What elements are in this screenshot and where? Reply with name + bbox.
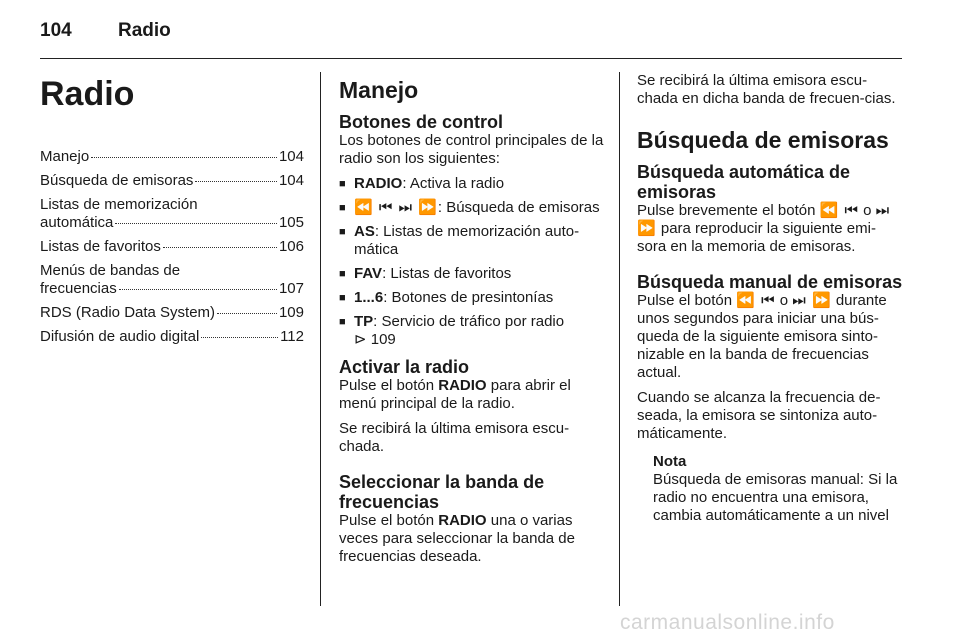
heading-busqueda-manual: Búsqueda manual de emisoras	[637, 272, 903, 292]
paragraph: Pulse el botón ⏪ ⏮ o ⏭ ⏩ durante unos segundos para iniciar una bús-queda de la siguiente emisora sinto-nizable en la banda de frecuencias actual.	[637, 292, 887, 381]
control-buttons-list	[339, 175, 604, 349]
heading-seleccionar-banda: Seleccionar la banda de frecuencias	[339, 472, 545, 512]
paragraph: Pulse brevemente el botón ⏪ ⏮ o ⏭ ⏩ para reproducir la siguiente emi-sora en la memoria de emisoras.	[637, 202, 891, 255]
toc-entry[interactable]	[40, 328, 304, 346]
section-title-manejo: Manejo	[339, 77, 419, 103]
bullet-icon: ■	[339, 178, 346, 190]
chapter-title: Radio	[40, 75, 135, 113]
list-item: ■ TP: Servicio de tráfico por radio ⊳ 109	[339, 313, 565, 348]
watermark: carmanualsonline.info	[620, 611, 835, 634]
toc-entry-text: frecuencias	[40, 280, 117, 297]
column-divider-1	[320, 72, 321, 606]
page-reference-link[interactable]: ⊳ 109	[354, 331, 396, 348]
toc-leader	[195, 181, 277, 182]
toc-entry-page: 105	[278, 214, 304, 231]
toc-entry[interactable]	[40, 262, 304, 298]
toc-entry[interactable]	[40, 304, 304, 322]
column-1	[40, 72, 304, 352]
toc-entry-text: Manejo	[40, 148, 90, 165]
button-key: RADIO	[354, 175, 403, 192]
toc-entry[interactable]	[40, 148, 304, 166]
list-item: ■ AS: Listas de memorización auto-mática	[339, 223, 580, 258]
button-key: 1...6	[354, 289, 384, 306]
toc-entry-text: automática	[40, 214, 114, 231]
toc-entry-page: 104	[278, 172, 304, 189]
button-key: FAV	[354, 265, 383, 282]
toc-entry-text: Difusión de audio digital	[40, 328, 200, 345]
toc-leader	[91, 157, 277, 158]
toc-entry-text-line1: Menús de bandas de	[40, 262, 181, 279]
toc-entry-text: Búsqueda de emisoras	[40, 172, 194, 189]
paragraph: Se recibirá la última emisora escu-chada.	[339, 420, 570, 455]
column-2	[339, 72, 604, 573]
seek-back-icon: ⏪ ⏮	[819, 202, 859, 219]
button-key: AS	[354, 223, 375, 240]
bullet-icon: ■	[339, 226, 346, 238]
toc-entry-page: 109	[278, 304, 304, 321]
bullet-icon: ■	[339, 316, 346, 328]
toc-leader	[201, 337, 278, 338]
toc-leader	[119, 289, 277, 290]
paragraph: Cuando se alcanza la frecuencia de-seada, la emisora se sintoniza auto-máticamente.	[637, 389, 881, 442]
note-text: Búsqueda de emisoras manual: Si la radio no encuentra una emisora, cambia automáticamente a un nivel	[653, 471, 898, 524]
paragraph: Pulse el botón RADIO para abrir el menú principal de la radio.	[339, 377, 571, 412]
paragraph: Los botones de control principales de la radio son los siguientes:	[339, 132, 604, 167]
toc-entry-text: Listas de favoritos	[40, 238, 161, 255]
section-name: Radio	[118, 20, 171, 41]
toc-entry-text-line1: Listas de memorización	[40, 196, 198, 213]
bullet-icon: ■	[339, 268, 346, 280]
button-key: TP	[354, 313, 374, 330]
seek-back-icon: ⏪ ⏮	[736, 292, 776, 309]
running-header	[40, 20, 171, 42]
heading-busqueda-automatica: Búsqueda automática de emisoras	[637, 162, 851, 202]
page-number: 104	[40, 20, 72, 41]
note-box	[637, 453, 903, 525]
header-rule	[40, 58, 902, 59]
heading-botones-de-control: Botones de control	[339, 112, 504, 132]
paragraph: Se recibirá la última emisora escu-chada en dicha banda de frecuen-cias.	[637, 72, 896, 107]
toc-leader	[163, 247, 277, 248]
paragraph: Pulse el botón RADIO una o varias veces para seleccionar la banda de frecuencias deseada.	[339, 512, 575, 565]
seek-buttons-icon: ⏪ ⏮ ⏭ ⏩	[354, 199, 438, 216]
seek-forward-icon: ⏭ ⏩	[792, 292, 832, 309]
table-of-contents	[40, 148, 304, 346]
toc-entry-page: 112	[280, 328, 304, 345]
toc-leader	[115, 223, 277, 224]
column-3	[637, 72, 903, 525]
toc-entry[interactable]	[40, 172, 304, 190]
seek-forward-icon: ⏭ ⏩	[637, 202, 891, 237]
toc-entry[interactable]	[40, 238, 304, 256]
list-item: ■ RADIO: Activa la radio	[339, 175, 505, 192]
bullet-icon: ■	[339, 202, 346, 214]
toc-leader	[217, 313, 277, 314]
toc-entry-page: 107	[278, 280, 304, 297]
bullet-icon: ■	[339, 292, 346, 304]
column-divider-2	[619, 72, 620, 606]
list-item: ■ 1...6: Botones de presintonías	[339, 289, 554, 306]
list-item: ■ FAV: Listas de favoritos	[339, 265, 512, 282]
toc-entry[interactable]	[40, 196, 304, 232]
toc-entry-text: RDS (Radio Data System)	[40, 304, 216, 321]
heading-activar-la-radio: Activar la radio	[339, 357, 470, 377]
toc-entry-page: 104	[278, 148, 304, 165]
note-title: Nota	[653, 453, 687, 470]
list-item: ■ ⏪ ⏮ ⏭ ⏩: Búsqueda de emisoras	[339, 199, 600, 216]
section-title-busqueda: Búsqueda de emisoras	[637, 127, 889, 153]
toc-entry-page: 106	[278, 238, 304, 255]
